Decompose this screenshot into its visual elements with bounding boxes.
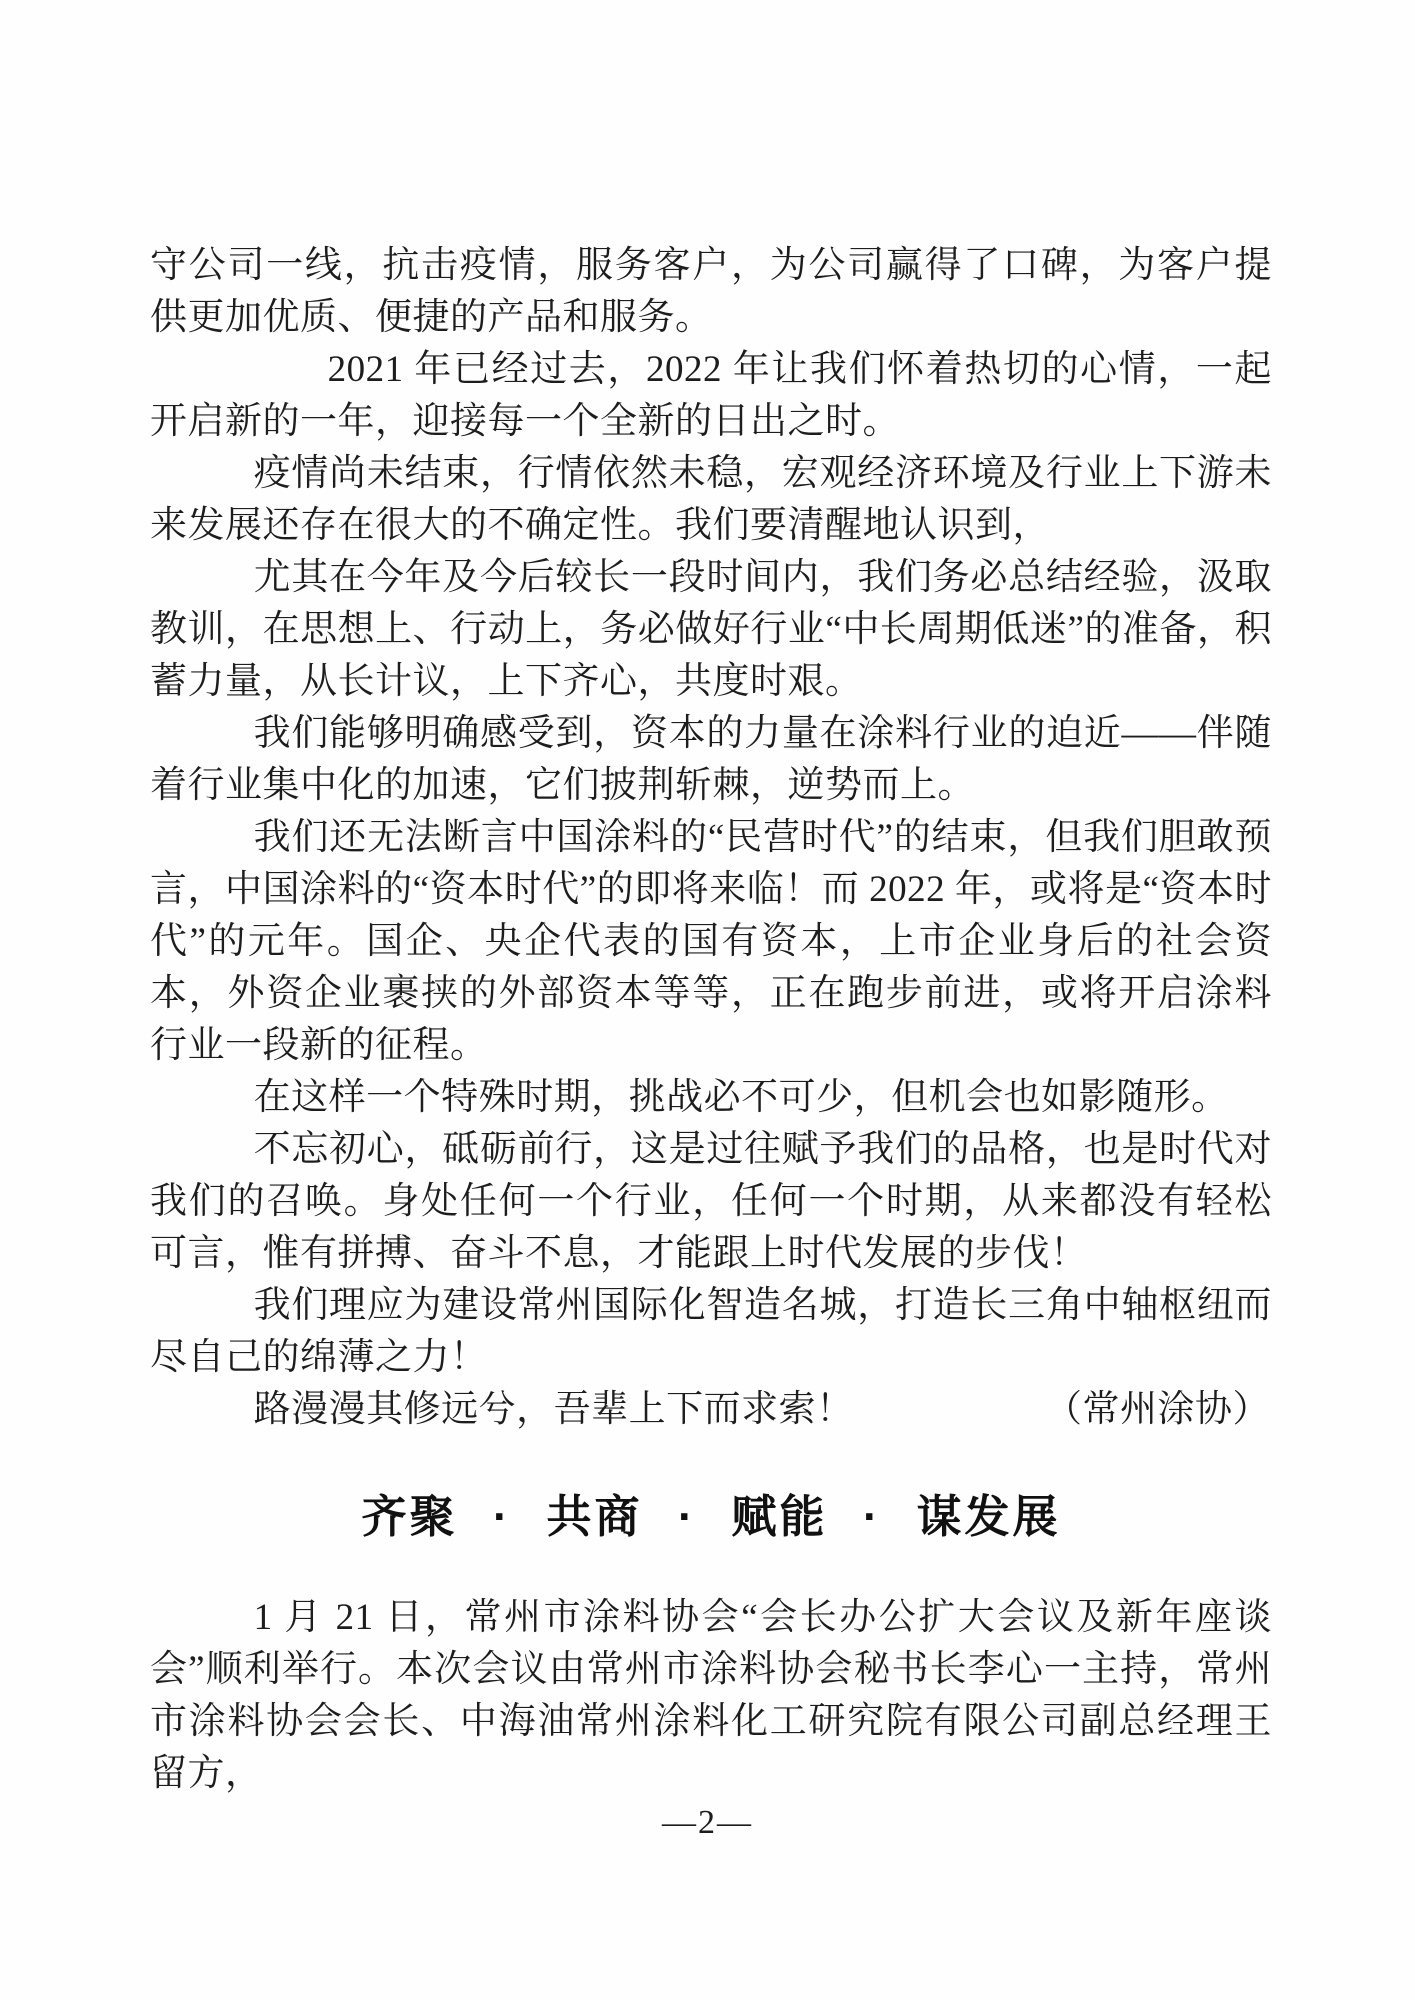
paragraph: 我们理应为建设常州国际化智造名城，打造长三角中轴枢纽而尽自己的绵薄之力！ <box>150 1285 1272 1378</box>
paragraph: 尤其在今年及今后较长一段时间内，我们务必总结经验，汲取教训，在思想上、行动上，务必做好行业“中长周期低迷”的准备，积蓄力量，从长计议，上下齐心，共度时艰。 <box>150 557 1272 702</box>
closing-text: 路漫漫其修远兮，吾辈上下而求索！ <box>253 1389 854 1430</box>
closing-line <box>150 1384 1272 1436</box>
page-content <box>150 240 1272 1800</box>
paragraph: 我们能够明确感受到，资本的力量在涂料行业的迫近——伴随着行业集中化的加速，它们披荆斩棘，逆势而上。 <box>150 713 1272 806</box>
paragraph: 在这样一个特殊时期，挑战必不可少，但机会也如影随形。 <box>253 1077 1229 1118</box>
paragraph: 不忘初心，砥砺前行，这是过往赋予我们的品格，也是时代对我们的召唤。身处任何一个行业，任何一个时期，从来都没有轻松可言，惟有拼搏、奋斗不息，才能跟上时代发展的步伐！ <box>150 1129 1272 1274</box>
paragraph: 我们还无法断言中国涂料的“民营时代”的结束，但我们胆敢预言，中国涂料的“资本时代”的即将来临！而 2022 年，或将是“资本时代”的元年。国企、央企代表的国有资本，上市企业身后的社会资本，外资企业裹挟的外部资本等等，正在跑步前进，或将开启涂料行业一段新的征程。 <box>150 817 1272 1066</box>
paragraph: 疫情尚未结束，行情依然未稳，宏观经济环境及行业上下游未来发展还存在很大的不确定性。我们要清醒地认识到， <box>150 453 1272 546</box>
section-heading: 齐聚 · 共商 · 赋能 · 谋发展 <box>361 1491 1061 1542</box>
page-number: —2— <box>662 1804 753 1841</box>
closing-attribution: （常州涂协） <box>1045 1389 1270 1430</box>
paragraph: 2021 年已经过去，2022 年让我们怀着热切的心情，一起开启新的一年，迎接每一个全新的日出之时。 <box>150 349 1272 442</box>
paragraph: 守公司一线，抗击疫情，服务客户，为公司赢得了口碑，为客户提供更加优质、便捷的产品和服务。 <box>150 245 1272 338</box>
paragraph: 1 月 21 日，常州市涂料协会“会长办公扩大会议及新年座谈会”顺利举行。本次会议由常州市涂料协会秘书长李心一主持，常州市涂料协会会长、中海油常州涂料化工研究院有限公司副总经理王留方， <box>150 1597 1272 1794</box>
